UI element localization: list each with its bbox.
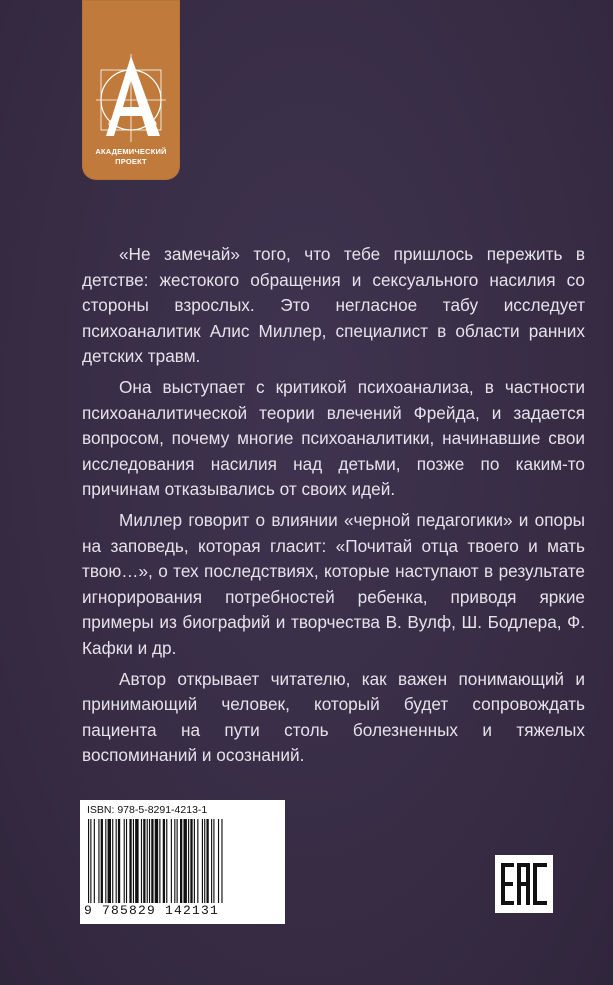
barcode-bar	[183, 819, 186, 903]
description-paragraph-3: Миллер говорит о влиянии «черной педагогики» и опоры на заповедь, которая гласит: «Почитай отца твоего и мать твою…», о тех последствиях, которые наступают в результате игнорирования потребностей ребенка, приводя яркие примеры из биографий и творчества В. Вулф, Ш. Бодлера, Ф. Кафки и др.	[82, 509, 585, 658]
barcode-bar	[197, 819, 198, 903]
barcode-bars-icon	[86, 819, 279, 903]
barcode-bar	[163, 819, 165, 903]
barcode-bar	[101, 819, 103, 903]
barcode-bar	[213, 819, 214, 903]
barcode-bar	[118, 819, 120, 903]
barcode-bar	[155, 819, 158, 903]
barcode-bar	[204, 819, 205, 903]
barcode-bar	[105, 819, 106, 903]
barcode-bar	[112, 819, 113, 903]
barcode-bar	[171, 819, 172, 903]
publisher-name	[82, 147, 180, 167]
barcode-bar	[177, 819, 178, 903]
description-paragraph-4: Автор открывает читателю, как важен понимающий и принимающий человек, который будет сопровождать пациента на пути столь болезненных и тяжелых воспоминаний и осознаний.	[82, 668, 585, 766]
eac-mark-icon	[495, 855, 553, 913]
barcode-bar	[108, 819, 111, 903]
barcode-bar	[143, 819, 145, 903]
publisher-name-line1: АКАДЕМИЧЕСКИЙ	[95, 147, 167, 156]
barcode-bar	[190, 819, 192, 903]
barcode-bar	[151, 819, 153, 903]
barcode-digits: 9 785829 142131	[84, 903, 220, 918]
barcode-bar	[174, 819, 175, 903]
barcode-bar	[88, 819, 89, 903]
barcode-bar	[218, 819, 219, 903]
description-paragraph-1: «Не замечай» того, что тебе пришлось пережить в детстве: жестокого обращения и сексуального насилия со стороны взрослых. Это негласное табу исследует психоаналитик Алис Миллер, специалист в области ранних детских травм.	[82, 244, 585, 367]
barcode-bar	[141, 819, 142, 903]
publisher-logo	[82, 0, 180, 180]
barcode-bar	[211, 819, 212, 903]
barcode-bar	[129, 819, 131, 903]
barcode-bar	[135, 819, 138, 903]
barcode-bar	[98, 819, 99, 903]
eac-certification-mark	[495, 855, 553, 913]
barcode-bar	[166, 819, 167, 903]
publisher-logo-icon	[92, 52, 170, 147]
isbn-barcode	[80, 800, 285, 924]
barcode-bar	[133, 819, 134, 903]
barcode-bar	[149, 819, 150, 903]
barcode-bar	[180, 819, 182, 903]
barcode-bar	[202, 819, 203, 903]
barcode-bar	[147, 819, 148, 903]
barcode-bar	[221, 819, 222, 903]
barcode-bar	[90, 819, 91, 903]
barcode-bar	[206, 819, 208, 903]
description-paragraph-2: Она выступает с критикой психоанализа, в частности психоаналитической теории влечений Фрейда, и задается вопросом, почему многие психоаналитики, начинавшие свои исследования насилия над детьми, позже по каким-то причинам отказывались от своих идей.	[82, 376, 585, 500]
isbn-label: ISBN: 978-5-8291-4213-1	[87, 804, 208, 816]
publisher-name-line2: ПРОЕКТ	[115, 157, 147, 166]
barcode-bar	[126, 819, 127, 903]
barcode-bar	[94, 819, 95, 903]
barcode-bar	[116, 819, 117, 903]
barcode-bar	[159, 819, 160, 903]
barcode-bar	[194, 819, 195, 903]
barcode-bar	[124, 819, 125, 903]
book-description	[82, 242, 585, 774]
barcode-bar	[188, 819, 189, 903]
